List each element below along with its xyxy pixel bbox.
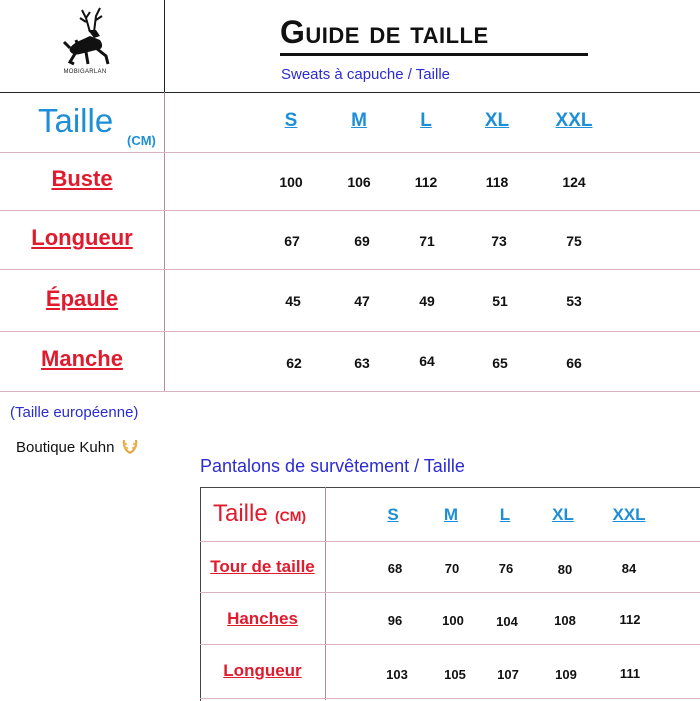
divider <box>200 644 700 645</box>
table-cell: 51 <box>492 293 508 309</box>
divider <box>164 0 165 92</box>
pants-taille-header: Taille <box>213 500 268 527</box>
logo-text: MOBIGARLAN <box>63 69 107 75</box>
table-cell: 107 <box>497 667 519 682</box>
row-label-epaule: Épaule <box>45 286 119 311</box>
table-cell: 69 <box>354 233 370 249</box>
pants-size-header-xxl: XXL <box>612 505 646 524</box>
table-cell: 64 <box>419 353 435 369</box>
european-size-note: (Taille européenne) <box>10 404 139 421</box>
divider <box>200 592 700 593</box>
table-cell: 66 <box>566 355 582 371</box>
table-cell: 108 <box>554 613 576 628</box>
table-cell: 80 <box>557 562 573 577</box>
divider <box>0 331 700 332</box>
table-cell: 118 <box>485 174 509 190</box>
boutique-name <box>16 438 139 458</box>
table-cell: 111 <box>619 666 641 681</box>
brand-logo <box>30 6 140 82</box>
table-cell: 49 <box>419 293 435 309</box>
table-cell: 65 <box>492 355 508 371</box>
page-subtitle: Sweats à capuche / Taille <box>281 66 450 83</box>
pants-size-header-m: M <box>443 505 459 524</box>
divider <box>0 92 700 93</box>
row-label-longueur-pants: Longueur <box>223 661 302 680</box>
table-cell: 76 <box>498 561 514 576</box>
table-cell: 109 <box>555 667 577 682</box>
divider <box>0 210 700 211</box>
divider <box>200 698 700 699</box>
pants-unit-label: (CM) <box>275 508 307 524</box>
pants-subtitle: Pantalons de survêtement / Taille <box>200 456 465 476</box>
table-cell: 67 <box>284 233 300 249</box>
table-cell: 45 <box>285 293 301 309</box>
row-label-buste: Buste <box>51 166 113 191</box>
table-cell: 70 <box>444 561 460 576</box>
table-cell: 106 <box>347 174 371 190</box>
row-label-hanches: Hanches <box>227 609 298 628</box>
divider <box>164 92 165 392</box>
unit-label: (CM) <box>127 133 156 148</box>
table-cell: 100 <box>279 174 303 190</box>
divider <box>0 152 700 153</box>
table-cell: 103 <box>386 667 408 682</box>
divider <box>0 391 700 392</box>
table-cell: 62 <box>286 355 302 371</box>
table-cell: 75 <box>566 233 582 249</box>
divider <box>200 541 700 542</box>
size-header-s: S <box>284 110 298 131</box>
size-header-xxl: XXL <box>555 110 593 131</box>
table-cell: 112 <box>414 174 438 190</box>
pants-size-header-s: S <box>387 505 399 524</box>
row-label-tour-de-taille: Tour de taille <box>210 557 315 576</box>
table-cell: 124 <box>562 174 586 190</box>
divider <box>0 269 700 270</box>
table-cell: 84 <box>621 561 637 576</box>
table-cell: 53 <box>566 293 582 309</box>
size-header-m: M <box>351 110 367 131</box>
deer-logo-icon <box>30 6 140 70</box>
pants-size-header-xl: XL <box>552 505 574 524</box>
title-underline <box>280 53 588 56</box>
table-cell: 112 <box>619 612 641 627</box>
table-cell: 104 <box>496 614 518 629</box>
table-cell: 63 <box>354 355 370 371</box>
table-cell: 73 <box>491 233 507 249</box>
table-cell: 105 <box>444 667 466 682</box>
table-cell: 47 <box>354 293 370 309</box>
boutique-label: Boutique Kuhn <box>16 438 115 456</box>
table-cell: 100 <box>442 613 464 628</box>
page-title: Guide de taille <box>280 14 489 50</box>
row-label-manche: Manche <box>41 346 123 371</box>
laurel-icon <box>121 438 139 458</box>
table-cell: 96 <box>387 613 403 628</box>
table-cell: 68 <box>387 561 403 576</box>
divider <box>325 487 326 700</box>
pants-size-header-l: L <box>499 505 511 524</box>
table-cell: 71 <box>419 233 435 249</box>
size-header-xl: XL <box>484 110 510 131</box>
taille-header: Taille <box>38 102 114 139</box>
size-header-l: L <box>420 110 432 131</box>
row-label-longueur: Longueur <box>31 225 133 250</box>
